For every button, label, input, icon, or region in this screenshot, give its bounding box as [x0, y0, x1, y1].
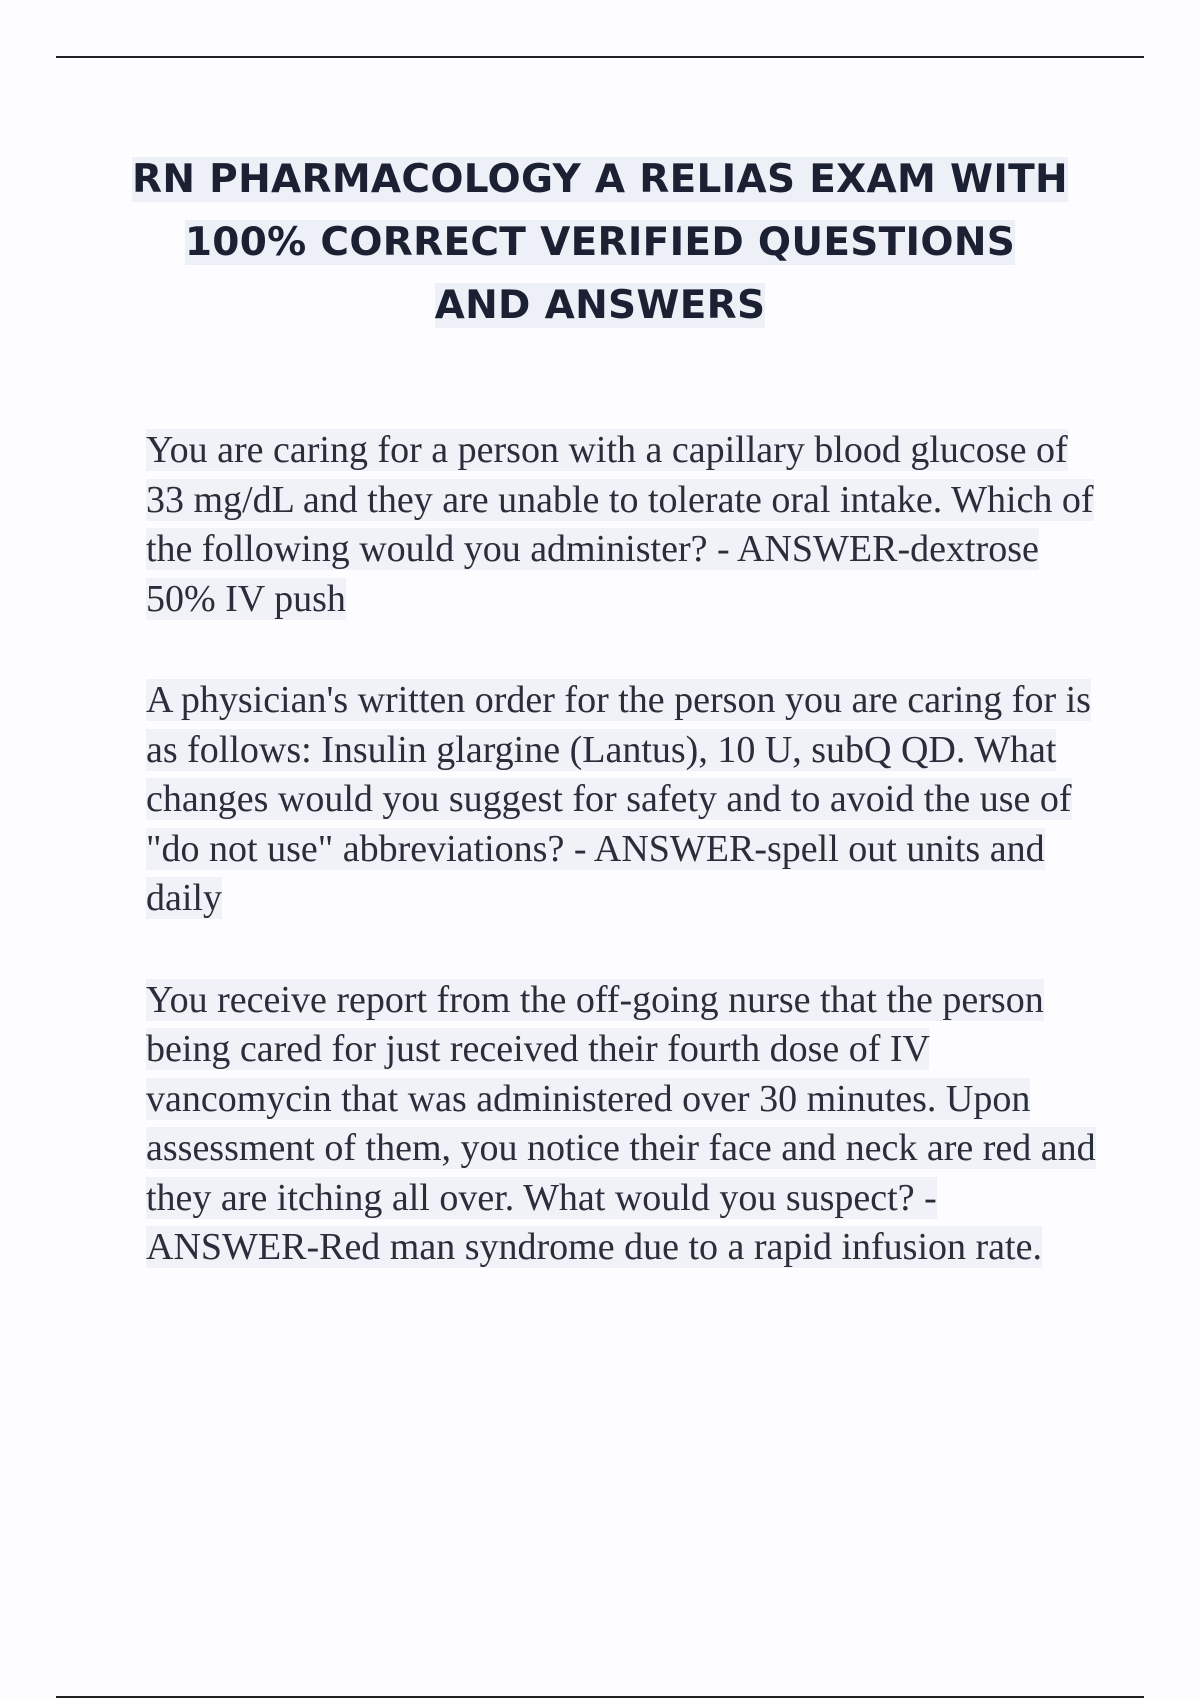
- qa-item-1: [146, 426, 1096, 624]
- answer-text: ANSWER-Red man syndrome due to a rapid infusion rate.: [146, 1226, 1042, 1268]
- answer-separator: -: [564, 827, 594, 870]
- answer-text: ANSWER-spell out units and daily: [146, 827, 1045, 919]
- qa-item-2: [146, 676, 1096, 924]
- title-block: [0, 148, 1200, 337]
- bottom-rule: [56, 1696, 1144, 1698]
- answer-text: ANSWER-dextrose 50% IV push: [146, 528, 1039, 620]
- document-title: RN PHARMACOLOGY A RELIAS EXAM WITH 100% CORRECT VERIFIED QUESTIONS AND ANSWERS: [132, 157, 1068, 328]
- question-text: You receive report from the off-going nurse that the person being cared for just received their fourth dose of IV vancomycin that was administered over 30 minutes. Upon assessment of them, you notice their face and neck are red and they are itching all over. What would you suspect?: [146, 978, 1096, 1219]
- question-text: A physician's written order for the person you are caring for is as follows: Insulin glargine (Lantus), 10 U, subQ QD. What changes would you suggest for safety and to avoid the use of "do not use" abbreviations?: [146, 679, 1091, 870]
- top-rule: [56, 56, 1144, 58]
- qa-list: [146, 426, 1096, 1325]
- answer-separator: -: [914, 1176, 937, 1219]
- answer-separator: -: [707, 528, 738, 570]
- question-text: You are caring for a person with a capillary blood glucose of 33 mg/dL and they are unable to tolerate oral intake. Which of the following would you administer?: [146, 429, 1094, 570]
- qa-item-3: [146, 976, 1096, 1273]
